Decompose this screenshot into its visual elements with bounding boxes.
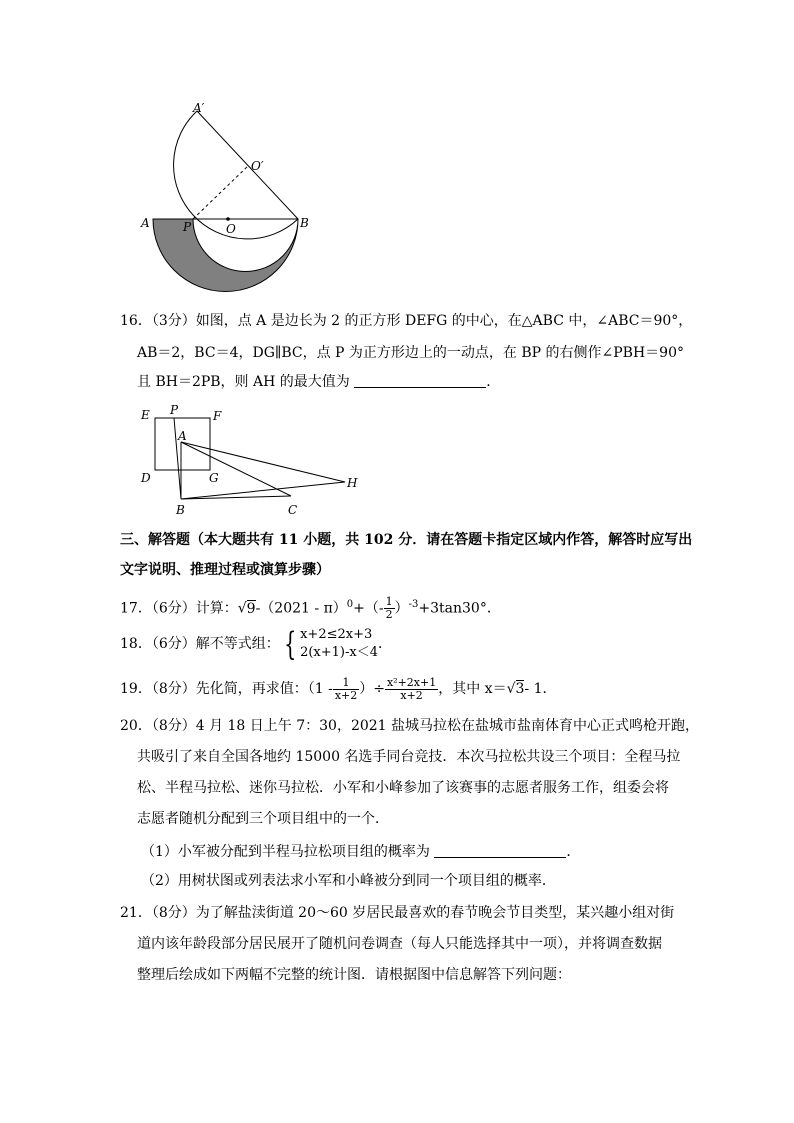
q19-frac1-den: x+2 <box>334 688 358 702</box>
q16-line1: 16．（3分）如图，点 A 是边长为 2 的正方形 DEFG 的中心，在△ABC 中，∠ABC＝90°， <box>120 313 693 329</box>
q18-ineq2: 2(x+1)-x＜4 <box>300 645 378 660</box>
q21-line1: 21．（8分）为了解盐渎街道 20～60 岁居民最喜欢的春节晚会节目类型，某兴趣小组对街 <box>120 905 675 921</box>
q20-line1: 20．（8分）4 月 18 日上午 7：30，2021 盐城马拉松在盐城市盐南体育中心正式鸣枪开跑， <box>120 718 700 734</box>
label-h: H <box>347 476 358 490</box>
label-a: A <box>141 216 150 230</box>
q20-line3: 松、半程马拉松、迷你马拉松．小军和小峰参加了该赛事的志愿者服务工作，组委会将 <box>137 780 669 796</box>
q16-line3-end: ． <box>486 374 501 390</box>
label-e: E <box>141 408 150 422</box>
q19-frac2-num: x²+2x+1 <box>386 675 437 689</box>
q17-fraction <box>384 596 395 621</box>
dashed-po-prime <box>193 165 249 219</box>
label-c: C <box>288 503 298 517</box>
q17 <box>120 592 501 622</box>
q19-frac2-den: x+2 <box>400 688 423 702</box>
q18-system <box>300 626 378 662</box>
brace-symbol: { <box>283 625 297 663</box>
q19-prefix: 19．（8分）先化简，再求值：（1 - <box>120 681 333 697</box>
q16-answer-blank[interactable] <box>354 373 486 388</box>
q17-part5: +3tan30°． <box>418 600 501 617</box>
label-a-prime: A′ <box>193 101 205 115</box>
q19-tail: - 1． <box>524 681 557 697</box>
q16-line2: AB＝2，BC＝4，DG∥BC，点 P 为正方形边上的一动点，在 BP 的右侧作∠PBH＝90° <box>137 345 684 361</box>
q20-answer-blank[interactable] <box>434 843 566 858</box>
label-b: B <box>176 503 185 517</box>
q20-sub1-end: ． <box>566 844 581 860</box>
label-f: F <box>213 409 222 423</box>
q21-line3: 整理后绘成如下两幅不完整的统计图．请根据图中信息解答下列问题： <box>137 967 571 983</box>
q19-fraction2 <box>385 677 438 702</box>
label-g: G <box>209 471 219 485</box>
q19-suffix: ，其中 x＝ <box>438 681 507 697</box>
section3-heading-line2: 文字说明、推理过程或演算步骤） <box>120 562 330 578</box>
q18 <box>120 626 392 662</box>
q21-line2: 道内该年龄段部分居民展开了随机问卷调查（每人只能选择其中一项），并将调查数据 <box>137 936 662 952</box>
label-p: P <box>183 220 192 234</box>
q16-line3-text: 且 BH＝2PB，则 AH 的最大值为 <box>137 374 350 390</box>
label-d: D <box>141 471 151 485</box>
q20-line2: 共吸引了来自全国各地约 15000 名选手同台竞技．本次马拉松共设三个项目：全程马拉 <box>137 749 681 765</box>
label-b: B <box>300 216 309 230</box>
q18-ineq1: x+2≤2x+3 <box>300 627 373 642</box>
label-p: P <box>170 403 179 417</box>
label-o: O <box>226 222 236 236</box>
q19-mid: ）÷ <box>359 681 385 697</box>
label-o-prime: O′ <box>251 159 264 173</box>
sqrt-symbol: √ <box>237 600 247 617</box>
q19 <box>120 674 557 704</box>
segment-ah <box>181 442 345 482</box>
q20-line4: 志愿者随机分配到三个项目组中的一个． <box>137 811 389 827</box>
q20-sub2: （2）用树状图或列表法求小军和小峰被分到同一个项目组的概率． <box>141 873 556 889</box>
q17-exp-neg3: -3 <box>408 599 419 610</box>
sqrt-symbol: √ <box>506 681 516 697</box>
q20-sub1-text: （1）小军被分配到半程马拉松项目组的概率为 <box>141 844 430 860</box>
q20-sub1 <box>141 842 580 862</box>
section3-heading-line1: 三、解答题（本大题共有 11 小题，共 102 分．请在答题卡指定区域内作答，解答时应写出 <box>120 532 693 548</box>
segment-ac <box>181 442 291 496</box>
q17-part3: +（- <box>353 600 384 617</box>
figure-semicircles <box>138 100 318 300</box>
q18-prefix: 18．（6分）解不等式组： <box>120 636 280 652</box>
point-o <box>226 217 230 221</box>
label-a: A <box>178 429 187 443</box>
figure-square-triangle <box>138 402 368 522</box>
q17-exp0: 0 <box>346 599 354 610</box>
square-defg <box>155 418 210 470</box>
q17-prefix: 17．（6分）计算： <box>120 600 238 617</box>
q18-end: ． <box>378 636 392 652</box>
q19-frac1-num: 1 <box>333 677 359 690</box>
q19-fraction1 <box>333 677 359 702</box>
q17-frac-num: 1 <box>385 595 393 609</box>
q17-frac-den: 2 <box>385 608 393 622</box>
q17-sqrt-arg: 9 <box>246 600 256 617</box>
q17-part2: -（2021 - π） <box>255 600 347 617</box>
q16-line3 <box>137 372 500 392</box>
q19-sqrt-arg: 3 <box>515 681 525 697</box>
q17-part4: ） <box>394 600 409 617</box>
